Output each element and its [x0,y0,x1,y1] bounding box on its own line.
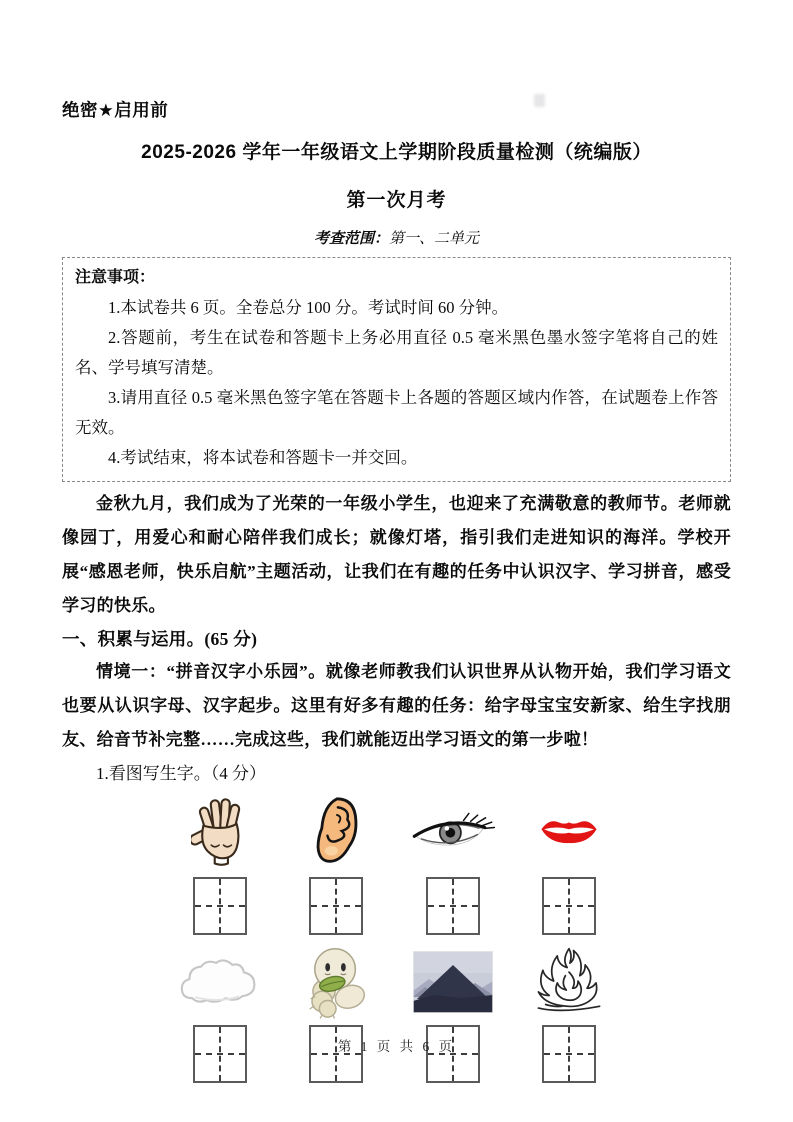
page-footer: 第 1 页 共 6 页 [337,1039,456,1054]
picture-row-2 [162,943,627,1019]
cloud-image [178,955,262,1009]
question1-label: 1.看图写生字。（4 分） [96,764,266,783]
notice-box [62,257,731,482]
tianzige-grid [426,877,480,935]
section1-heading: 一、积累与运用。(65 分) [62,629,258,649]
picture-cell [300,945,372,1019]
picture-cell [413,951,493,1013]
exam-scope-line [62,227,731,248]
picture-cell [533,943,605,1021]
ear-image [310,796,362,866]
mountain-image [413,951,493,1013]
tianzige-grid [542,877,596,935]
classification-label: 绝密★启用前 [62,100,169,120]
picture-cell [178,955,262,1009]
tianzige-grid [309,877,363,935]
lips-image [538,814,600,848]
scope-value: 第一、二单元 [389,231,480,247]
scenario-paragraph: 情境一：“拼音汉字小乐园”。就像老师教我们认识世界从认物开始，我们学习语文也要从认识字母、汉字起步。这里有好多有趣的任务：给字母宝宝安新家、给生字找朋友、给音节补完整……完成这些，我们就能迈出学习语文的第一步啦！ [62,662,731,749]
picture-cell [310,796,362,866]
scan-artifact [534,94,545,107]
exam-subtitle: 第一次月考 [346,190,447,211]
picture-cell [538,814,600,848]
intro-paragraph: 金秋九月，我们成为了光荣的一年级小学生，也迎来了充满敬意的教师节。老师就像园丁，用爱心和耐心陪伴我们成长；就像灯塔，指引我们走进知识的海洋。学校开展“感恩老师，快乐启航”主题活动，让我们在有趣的任务中认识汉字、学习拼音，感受学习的快乐。 [62,494,731,615]
notice-heading: 注意事项： [75,269,156,286]
silkworm-image [300,945,372,1019]
tianzige-grid [193,877,247,935]
eye-image [409,808,497,854]
fire-image [533,943,605,1021]
notice-item-4: 4.考试结束，将本试卷和答题卡一并交回。 [108,448,418,467]
notice-item-1: 1.本试卷共 6 页。全卷总分 100 分。考试时间 60 分钟。 [108,298,509,317]
notice-item-2: 2.答题前，考生在试卷和答题卡上务必用直径 0.5 毫米黑色墨水签字笔将自己的姓名、学号填写清楚。 [75,328,718,377]
hand-image [191,795,249,867]
notice-item-3: 3.请用直径 0.5 毫米黑色签字笔在答题卡上各题的答题区域内作答，在试题卷上作答无效。 [75,388,718,437]
scope-label: 考查范围： [313,231,389,247]
picture-cell [191,795,249,867]
picture-cell [409,808,497,854]
exam-title: 2025-2026 学年一年级语文上学期阶段质量检测（统编版） [141,142,652,163]
grid-row-1 [162,877,627,935]
picture-row-1 [162,795,627,867]
